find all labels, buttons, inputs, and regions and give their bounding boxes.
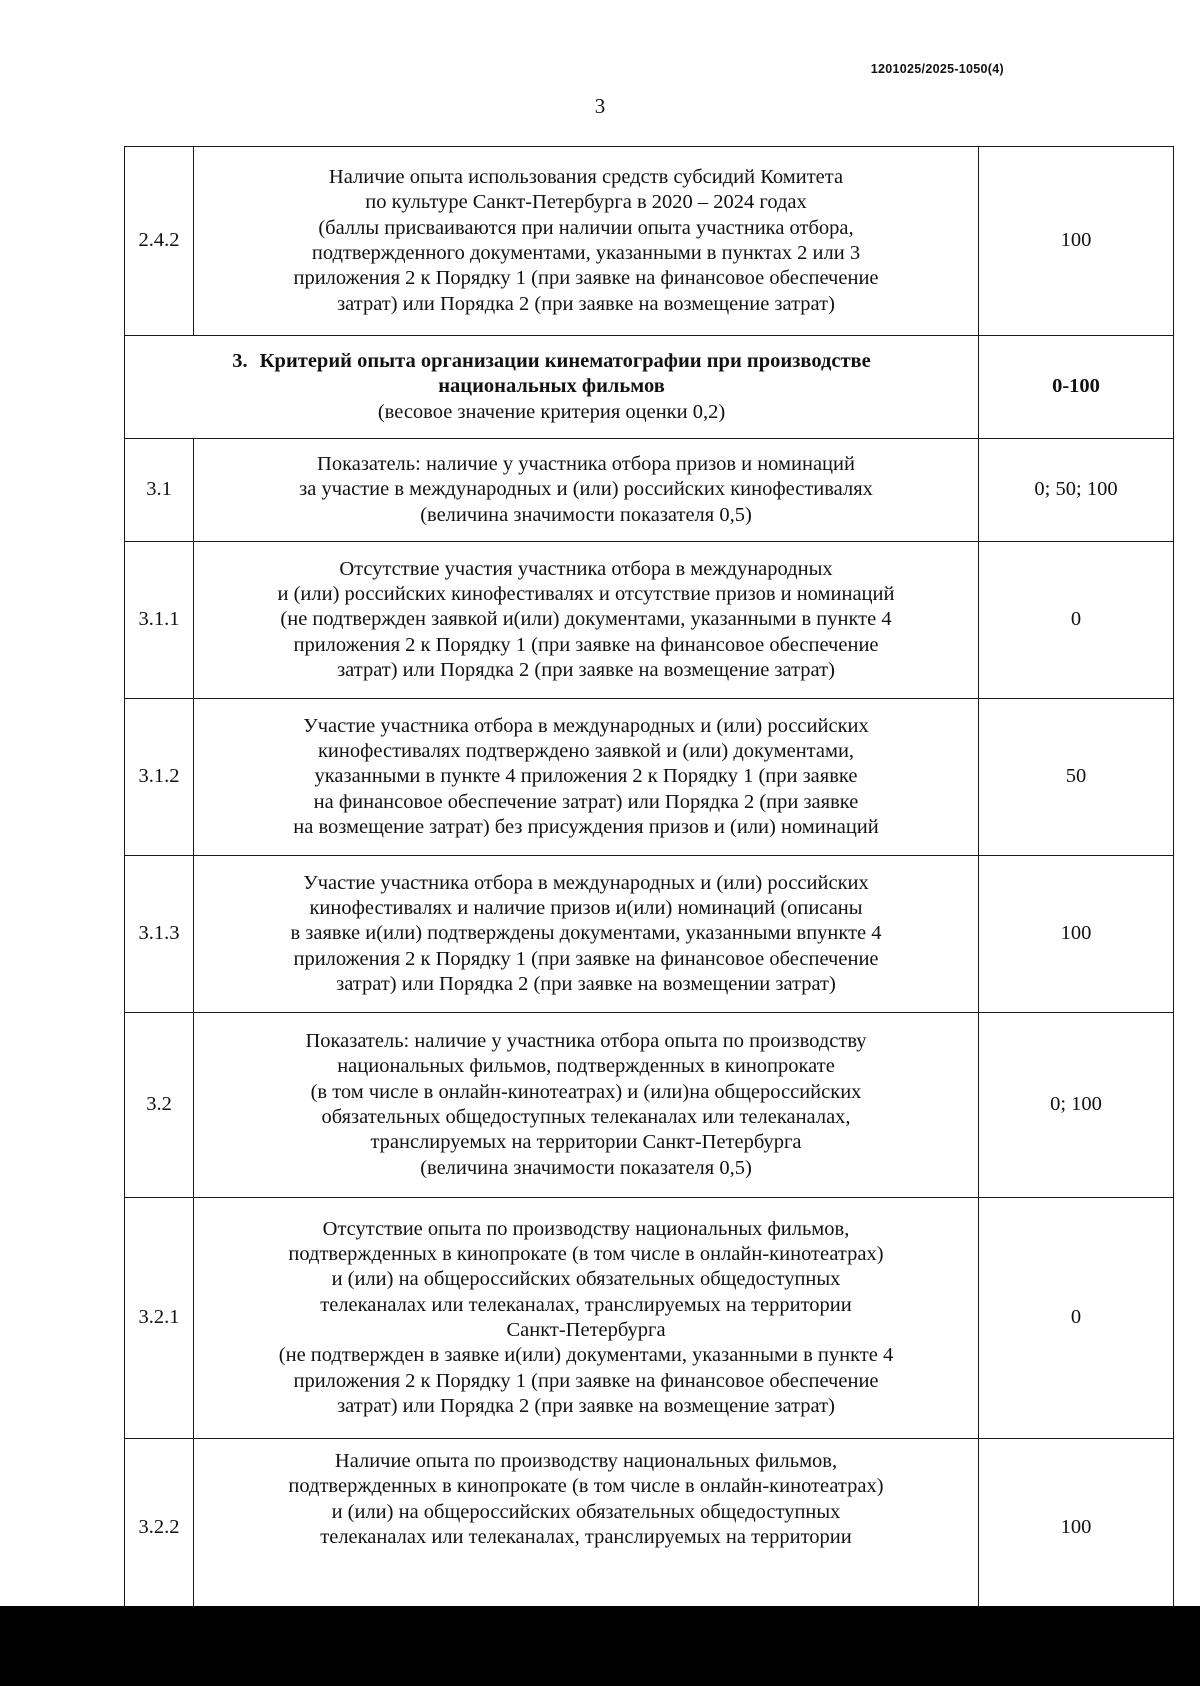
row-score: 100 <box>979 856 1174 1013</box>
criterion-title-line <box>131 349 972 374</box>
description-line: и (или) на общероссийских обязательных общедоступных <box>331 1500 841 1523</box>
row-description <box>194 856 979 1013</box>
row-description <box>194 1198 979 1439</box>
description-line: Участие участника отбора в международных и (или) российских <box>303 714 869 737</box>
row-score: 100 <box>979 1439 1174 1617</box>
table-row <box>125 147 1174 336</box>
row-description <box>194 1013 979 1198</box>
description-line: обязательных общедоступных телеканалах или телеканалах, <box>321 1106 851 1128</box>
description-line: телеканалах или телеканалах, транслируемых на территории <box>320 1525 852 1548</box>
description-line: подтвержденного документами, указанными в пунктах 2 или 3 <box>311 242 861 264</box>
description-line: подтвержденных в кинопрокате (в том числе в онлайн-кинотеатрах) <box>288 1475 884 1498</box>
description-line: указанными в пункте 4 приложения 2 к Порядку 1 (при заявке <box>314 765 858 788</box>
description-line: приложения 2 к Порядку 1 (при заявке на финансовое обеспечение <box>293 1369 879 1392</box>
description-line: подтвержденных в кинопрокате (в том числе в онлайн-кинотеатрах) <box>288 1243 884 1266</box>
criterion-description <box>125 336 979 439</box>
row-score: 0 <box>979 1198 1174 1439</box>
description-line: и (или) российских кинофестивалях и отсутствие призов и номинаций <box>277 583 895 606</box>
table-row <box>125 1439 1174 1617</box>
description-line: (не подтвержден заявкой и(или) документами, указанными в пункте 4 <box>280 608 892 631</box>
criteria-table <box>124 146 1174 1617</box>
criterion-title-line: национальных фильмов <box>438 375 665 398</box>
row-number: 3.2.1 <box>125 1198 194 1439</box>
description-line: Наличие опыта по производству национальных фильмов, <box>334 1450 838 1472</box>
row-number: 3.1.3 <box>125 856 194 1013</box>
row-number: 3.2.2 <box>125 1439 194 1617</box>
description-line: (величина значимости показателя 0,5) <box>420 1156 752 1179</box>
description-line: Отсутствие участия участника отбора в международных <box>339 557 833 580</box>
table-row <box>125 542 1174 699</box>
row-score: 0; 100 <box>979 1013 1174 1198</box>
row-number: 3.1.2 <box>125 699 194 856</box>
scan-edge-bar <box>0 1606 1200 1686</box>
table-row <box>125 1013 1174 1198</box>
criterion-score-range: 0-100 <box>979 336 1174 439</box>
description-line: затрат) или Порядка 2 (при заявке на возмещение затрат) <box>337 292 835 315</box>
table-row <box>125 439 1174 542</box>
description-line: затрат) или Порядка 2 (при заявке на возмещение затрат) <box>337 1394 835 1417</box>
document-code: 1201025/2025-1050(4) <box>870 62 1004 76</box>
description-line: за участие в международных и (или) российских кинофестивалях <box>299 478 873 501</box>
row-number: 3.1.1 <box>125 542 194 699</box>
description-line: транслируемых на территории Санкт-Петербурга <box>370 1131 802 1154</box>
description-line: затрат) или Порядка 2 (при заявке на возмещении затрат) <box>336 972 836 995</box>
description-line: и (или) на общероссийских обязательных общедоступных <box>331 1268 841 1291</box>
description-line: приложения 2 к Порядку 1 (при заявке на финансовое обеспечение <box>293 947 879 970</box>
row-score: 0; 50; 100 <box>979 439 1174 542</box>
description-line: (в том числе в онлайн-кинотеатрах) и (или)на общероссийских <box>310 1080 862 1103</box>
row-description <box>194 699 979 856</box>
row-description <box>194 147 979 336</box>
row-score: 0 <box>979 542 1174 699</box>
page-number: 3 <box>594 94 606 118</box>
row-number: 3.2 <box>125 1013 194 1198</box>
criterion-title-text: Критерий опыта организации кинематографии при производстве <box>259 350 871 373</box>
description-line: Санкт-Петербурга <box>506 1319 666 1341</box>
description-line: (не подтвержден в заявке и(или) документами, указанными в пункте 4 <box>278 1344 894 1367</box>
criterion-header-row <box>125 336 1174 439</box>
description-line: национальных фильмов, подтвержденных в кинопрокате <box>337 1055 835 1078</box>
description-line: на возмещение затрат) без присуждения призов и (или) номинаций <box>293 815 879 838</box>
description-line: Показатель: наличие у участника отбора опыта по производству <box>305 1030 867 1053</box>
row-number: 2.4.2 <box>125 147 194 336</box>
description-line: Отсутствие опыта по производству национальных фильмов, <box>322 1217 850 1240</box>
description-line: на финансовое обеспечение затрат) или Порядка 2 (при заявке <box>313 790 859 813</box>
criterion-number: 3. <box>232 350 248 373</box>
table-row <box>125 699 1174 856</box>
row-number: 3.1 <box>125 439 194 542</box>
description-line: Показатель: наличие у участника отбора призов и номинаций <box>317 453 855 476</box>
description-line: Участие участника отбора в международных и (или) российских <box>303 871 869 894</box>
description-line: Наличие опыта использования средств субсидий Комитета <box>328 166 844 189</box>
row-description <box>194 542 979 699</box>
row-score: 100 <box>979 147 1174 336</box>
description-line: затрат) или Порядка 2 (при заявке на возмещение затрат) <box>337 658 835 681</box>
table-row <box>125 1198 1174 1439</box>
description-line: кинофестивалях и наличие призов и(или) номинаций (описаны <box>309 897 863 920</box>
description-line: (величина значимости показателя 0,5) <box>420 503 752 526</box>
description-line: в заявке и(или) подтверждены документами, указанными впункте 4 <box>290 922 882 945</box>
criterion-weight-line: (весовое значение критерия оценки 0,2) <box>377 400 726 423</box>
row-score: 50 <box>979 699 1174 856</box>
description-line: приложения 2 к Порядку 1 (при заявке на финансовое обеспечение <box>293 267 879 290</box>
description-line: приложения 2 к Порядку 1 (при заявке на финансовое обеспечение <box>293 633 879 656</box>
row-description <box>194 439 979 542</box>
table-row <box>125 856 1174 1013</box>
description-line: по культуре Санкт-Петербурга в 2020 – 2024 годах <box>365 191 807 214</box>
description-line: (баллы присваиваются при наличии опыта участника отбора, <box>318 216 854 239</box>
description-line: кинофестивалях подтверждено заявкой и (или) документами, <box>317 740 855 763</box>
row-description <box>194 1439 979 1617</box>
description-line: телеканалах или телеканалах, транслируемых на территории <box>320 1293 852 1316</box>
